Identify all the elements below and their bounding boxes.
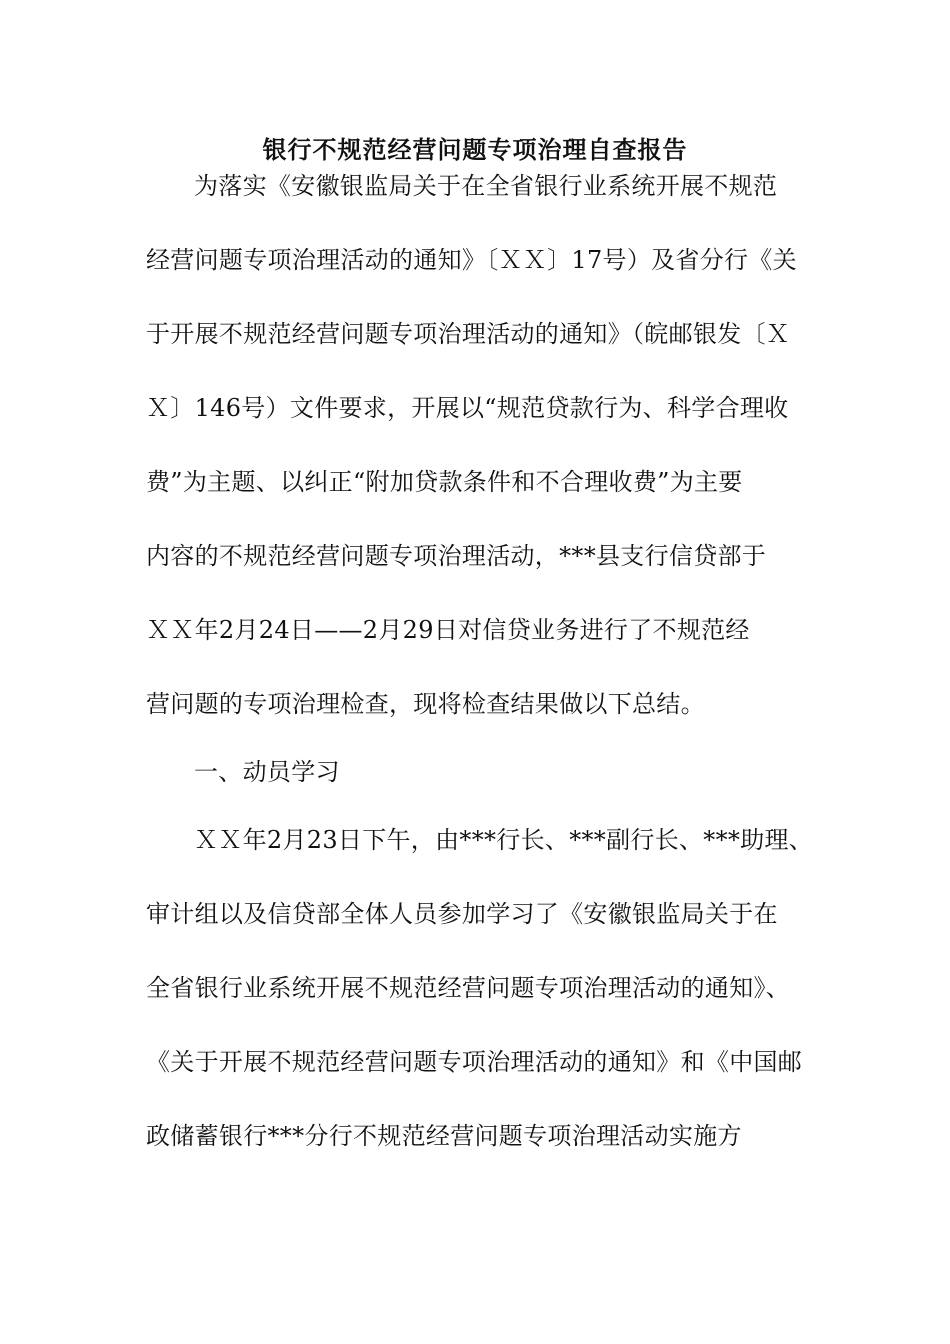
paragraph-line: 审计组以及信贷部全体人员参加学习了《安徽银监局关于在 <box>146 900 778 928</box>
paragraph-line: Ｘ〕146号）文件要求，开展以“规范贷款行为、科学合理收 <box>146 394 789 422</box>
paragraph-line: 内容的不规范经营问题专项治理活动，***县支行信贷部于 <box>146 542 767 570</box>
paragraph-line: 为落实《安徽银监局关于在全省银行业系统开展不规范 <box>194 172 778 200</box>
paragraph-line: 于开展不规范经营问题专项治理活动的通知》（皖邮银发〔Ｘ <box>146 320 791 348</box>
section-heading: 一、动员学习 <box>194 758 340 786</box>
paragraph-line: 经营问题专项治理活动的通知》〔ＸＸ〕17号）及省分行《关 <box>146 246 797 274</box>
paragraph-line: ＸＸ年2月23日下午，由***行长、***副行长、***助理、 <box>194 826 814 854</box>
paragraph-line: 《关于开展不规范经营问题专项治理活动的通知》和《中国邮 <box>146 1048 803 1076</box>
paragraph-line: 政储蓄银行***分行不规范经营问题专项治理活动实施方 <box>146 1122 742 1150</box>
paragraph-line: 全省银行业系统开展不规范经营问题专项治理活动的通知》、 <box>146 974 791 1002</box>
paragraph-line: ＸＸ年2月24日——2月29日对信贷业务进行了不规范经 <box>146 616 750 644</box>
paragraph-line: 营问题的专项治理检查，现将检查结果做以下总结。 <box>146 690 705 718</box>
document-title: 银行不规范经营问题专项治理自查报告 <box>262 135 688 164</box>
paragraph-line: 费”为主题、以纠正“附加贷款条件和不合理收费”为主要 <box>146 468 743 496</box>
